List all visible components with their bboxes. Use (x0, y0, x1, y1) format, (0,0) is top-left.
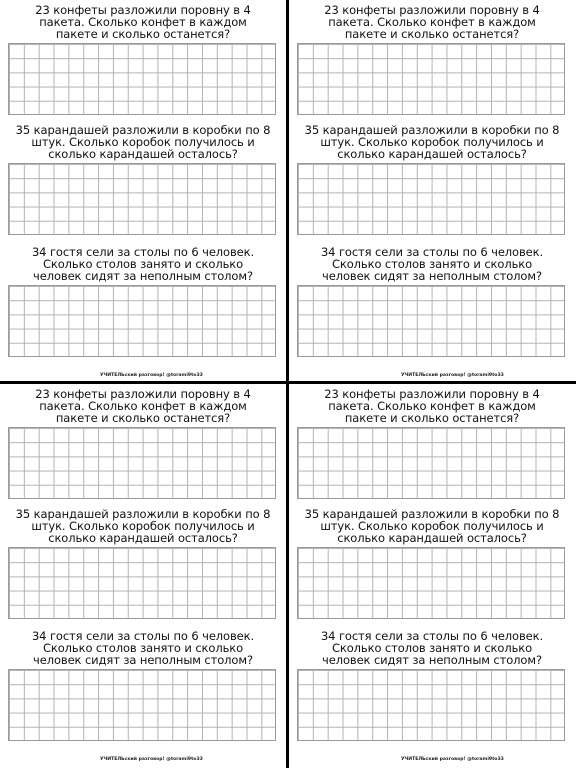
answer-grid[interactable] (8, 547, 276, 619)
answer-grid[interactable] (297, 427, 565, 499)
cut-line-vertical (286, 0, 289, 768)
task-pencils (0, 508, 286, 619)
task-guests (289, 246, 575, 357)
task-candies (289, 388, 575, 499)
answer-grid[interactable] (8, 163, 276, 235)
author-credit: УЧИТЕЛЬский разговор! @torami9to33 (100, 757, 203, 762)
task-candies (0, 4, 286, 115)
problem-text: 23 конфеты разложили поровну в 4 пакета. Сколько конфет в каждом пакете и сколько останется? (324, 3, 540, 41)
problem-text: 35 карандашей разложили в коробки по 8 штук. Сколько коробок получилось и сколько карандашей осталось? (15, 507, 271, 545)
task-pencils (289, 508, 575, 619)
problem-text: 23 конфеты разложили поровну в 4 пакета. Сколько конфет в каждом пакете и сколько останется? (35, 387, 251, 425)
task-guests (0, 246, 286, 357)
problem-text: 34 гостя сели за столы по 6 человек. Сколько столов занято и сколько человек сидят за неполным столом? (31, 245, 255, 283)
author-credit: УЧИТЕЛЬский разговор! @torami9to33 (100, 373, 203, 378)
task-pencils (289, 124, 575, 235)
task-candies (0, 388, 286, 499)
problem-text: 23 конфеты разложили поровну в 4 пакета. Сколько конфет в каждом пакете и сколько останется? (35, 3, 251, 41)
answer-grid[interactable] (297, 285, 565, 357)
task-pencils (0, 124, 286, 235)
author-credit: УЧИТЕЛЬский разговор! @torami9to33 (401, 757, 504, 762)
problem-text: 34 гостя сели за столы по 6 человек. Сколько столов занято и сколько человек сидят за неполным столом? (31, 629, 255, 667)
problem-text: 23 конфеты разложили поровну в 4 пакета. Сколько конфет в каждом пакете и сколько останется? (324, 387, 540, 425)
answer-grid[interactable] (8, 427, 276, 499)
problem-text: 34 гостя сели за столы по 6 человек. Сколько столов занято и сколько человек сидят за неполным столом? (320, 245, 544, 283)
answer-grid[interactable] (8, 43, 276, 115)
problem-text: 35 карандашей разложили в коробки по 8 штук. Сколько коробок получилось и сколько карандашей осталось? (15, 123, 271, 161)
answer-grid[interactable] (297, 163, 565, 235)
author-credit: УЧИТЕЛЬский разговор! @torami9to33 (401, 373, 504, 378)
answer-grid[interactable] (8, 285, 276, 357)
worksheet-card-1 (0, 0, 286, 381)
problem-text: 34 гостя сели за столы по 6 человек. Сколько столов занято и сколько человек сидят за неполным столом? (320, 629, 544, 667)
answer-grid[interactable] (297, 547, 565, 619)
worksheet-card-3 (0, 384, 286, 765)
problem-text: 35 карандашей разложили в коробки по 8 штук. Сколько коробок получилось и сколько карандашей осталось? (304, 507, 560, 545)
worksheet-card-4 (289, 384, 575, 765)
answer-grid[interactable] (297, 43, 565, 115)
problem-text: 35 карандашей разложили в коробки по 8 штук. Сколько коробок получилось и сколько карандашей осталось? (304, 123, 560, 161)
task-candies (289, 4, 575, 115)
worksheet-card-2 (289, 0, 575, 381)
cut-line-horizontal (0, 381, 576, 384)
answer-grid[interactable] (297, 669, 565, 741)
task-guests (289, 630, 575, 741)
answer-grid[interactable] (8, 669, 276, 741)
task-guests (0, 630, 286, 741)
